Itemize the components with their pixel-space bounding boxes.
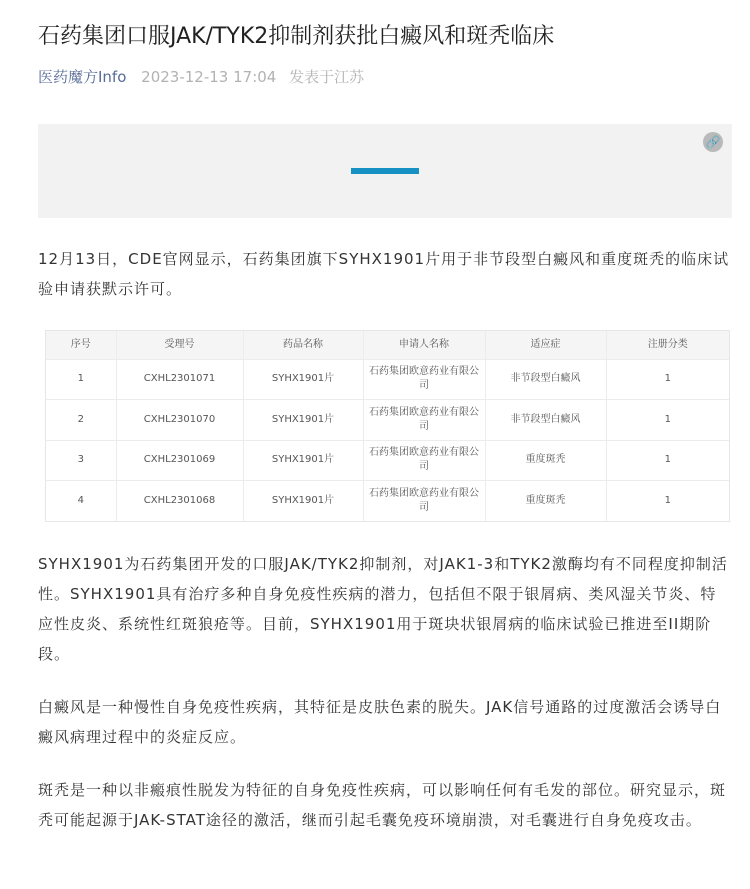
cell-applicant: 石药集团欧意药业有限公司 (363, 359, 485, 400)
cell-indication: 重度斑秃 (485, 440, 606, 481)
header-cell: 受理号 (116, 331, 243, 359)
cell-drug-name: SYHX1901片 (243, 400, 363, 441)
header-cell: 药品名称 (243, 331, 363, 359)
header-cell: 申请人名称 (363, 331, 485, 359)
cell-acceptance-no: CXHL2301070 (116, 400, 243, 441)
cell-acceptance-no: CXHL2301069 (116, 440, 243, 481)
banner-accent-bar (351, 168, 419, 174)
cell-indication: 非节段型白癜风 (485, 359, 606, 400)
cell-applicant: 石药集团欧意药业有限公司 (363, 440, 485, 481)
cell-acceptance-no: CXHL2301071 (116, 359, 243, 400)
cell-index: 3 (46, 440, 116, 481)
cell-index: 1 (46, 359, 116, 400)
table-row (46, 481, 729, 522)
cell-acceptance-no: CXHL2301068 (116, 481, 243, 522)
cell-registration-class: 1 (664, 495, 671, 506)
cell-registration-class: 1 (606, 359, 729, 400)
table-row (46, 440, 729, 481)
paragraph-vitiligo: 白癜风是一种慢性自身免疫性疾病，其特征是皮肤色素的脱失。JAK信号通路的过度激活会诱导白癜风病理过程中的炎症反应。 (38, 698, 722, 746)
article-title: 石药集团口服JAK/TYK2抑制剂获批白癜风和斑秃临床 (38, 24, 555, 49)
cell-drug-name: SYHX1901片 (243, 359, 363, 400)
cell-indication: 非节段型白癜风 (485, 400, 606, 441)
cell-index: 4 (46, 481, 116, 522)
table-header-row (46, 331, 729, 359)
link-icon[interactable]: 🔗 (703, 132, 723, 152)
table-row (46, 359, 729, 400)
paragraph-alopecia-areata: 斑秃是一种以非瘢痕性脱发为特征的自身免疫性疾病，可以影响任何有毛发的部位。研究显示，斑秃可能起源于JAK-STAT途径的激活，继而引起毛囊免疫环境崩溃，对毛囊进行自身免疫攻击。 (38, 781, 727, 829)
cell-index: 2 (46, 400, 116, 441)
publish-location: 发表于江苏 (289, 68, 365, 86)
cell-drug-name: SYHX1901片 (243, 481, 363, 522)
author-link[interactable]: 医药魔方Info (38, 68, 127, 86)
article-meta (38, 66, 364, 88)
paragraph-drug-description: SYHX1901为石药集团开发的口服JAK/TYK2抑制剂，对JAK1-3和TYK2激酶均有不同程度抑制活性。SYHX1901具有治疗多种自身免疫性疾病的潜力，包括但不限于银屑病、类风湿关节炎、特应性皮炎、系统性红斑狼疮等。目前，SYHX1901用于斑块状银屑病的临床试验已推进至II期阶段。 (38, 555, 728, 663)
cell-registration-class: 1 (606, 400, 729, 441)
cell-drug-name: SYHX1901片 (243, 440, 363, 481)
table-row (46, 400, 729, 441)
paragraph-intro: 12月13日，CDE官网显示，石药集团旗下SYHX1901片用于非节段型白癜风和重度斑秃的临床试验申请获默示许可。 (38, 250, 730, 298)
approval-table (45, 330, 730, 522)
publish-date: 2023-12-13 17:04 (141, 68, 277, 86)
cell-applicant: 石药集团欧意药业有限公司 (363, 400, 485, 441)
cell-registration-class: 1 (606, 440, 729, 481)
header-cell: 注册分类 (606, 331, 729, 359)
cell-indication: 重度斑秃 (485, 481, 606, 522)
cell-applicant: 石药集团欧意药业有限公司 (363, 481, 485, 522)
header-cell: 适应症 (485, 331, 606, 359)
header-banner-image (38, 124, 732, 218)
header-cell: 序号 (46, 331, 116, 359)
